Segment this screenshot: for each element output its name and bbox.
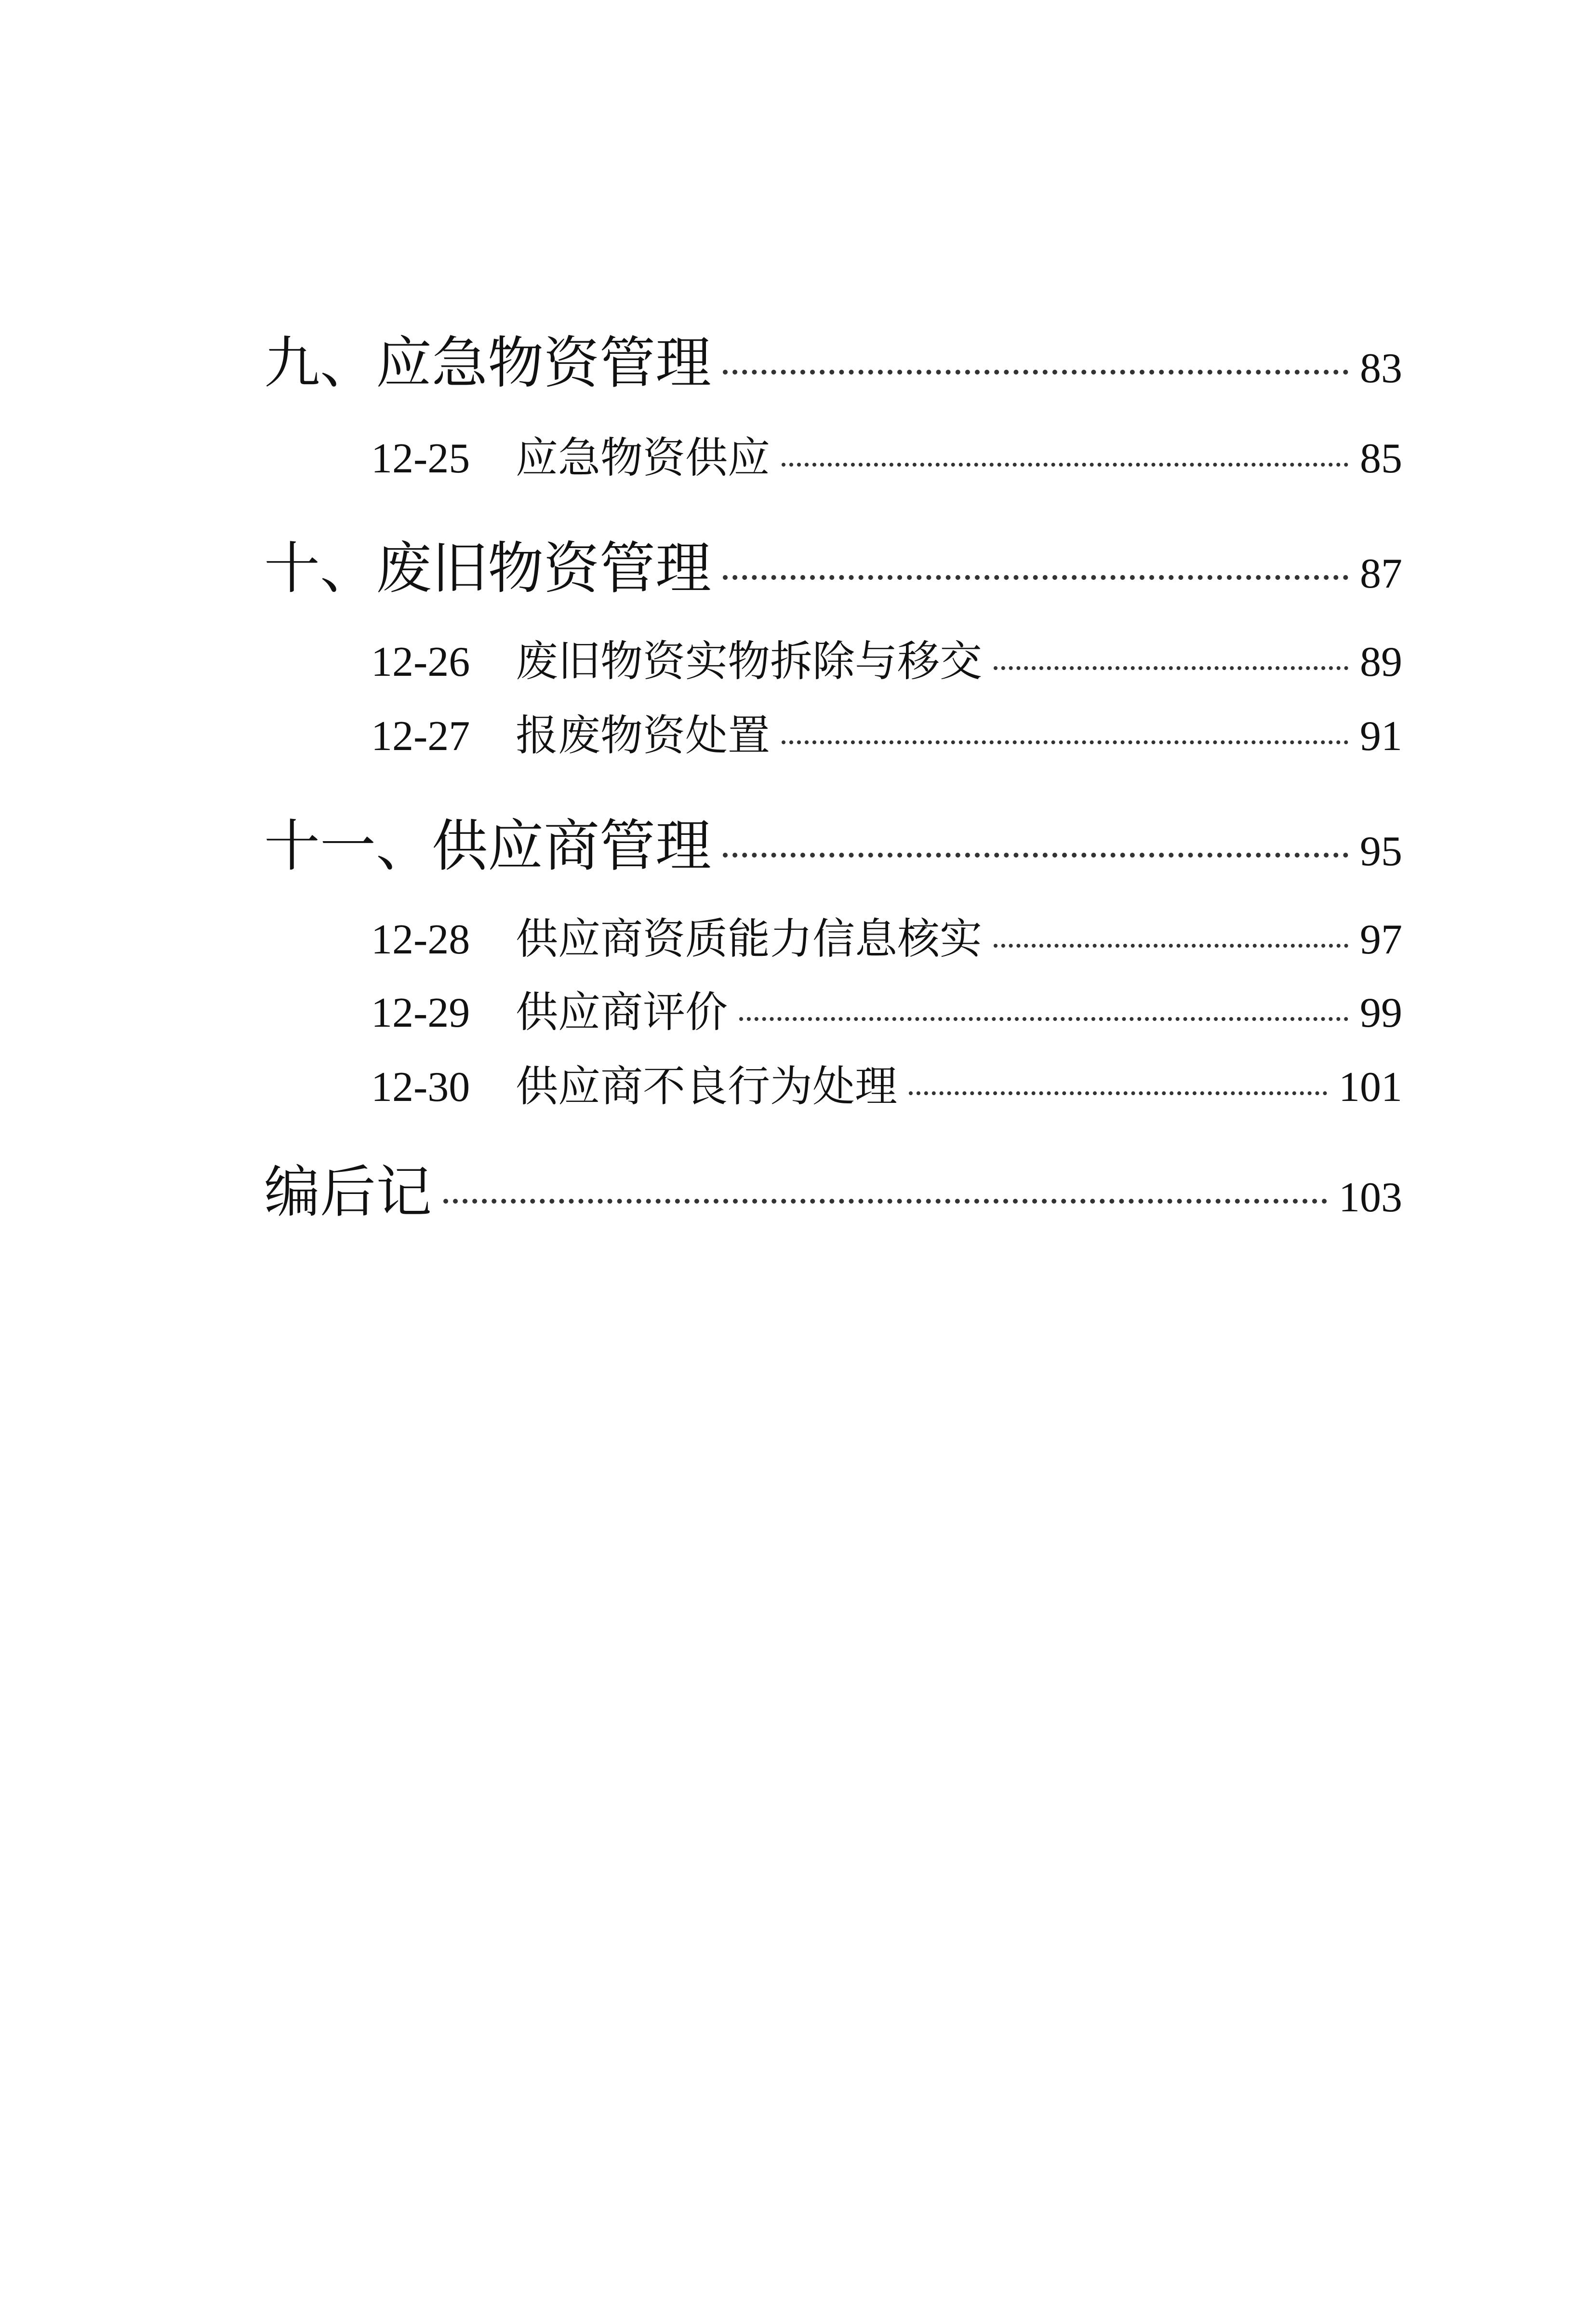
dot-leader <box>739 1017 1348 1021</box>
toc-section-entry[interactable] <box>264 801 1402 882</box>
toc-entry-title: 供应商评价 <box>516 990 728 1036</box>
toc-page-number: 95 <box>1360 828 1402 875</box>
toc-entry-code: 12-25 <box>371 435 470 482</box>
toc-section-title: 编后记 <box>264 1160 432 1225</box>
dot-leader <box>723 853 1348 858</box>
toc-page-number: 99 <box>1360 990 1402 1036</box>
dot-leader <box>994 944 1348 948</box>
toc-entry-title: 供应商不良行为处理 <box>516 1064 898 1111</box>
toc-sub-entry[interactable] <box>264 628 1402 688</box>
toc-section-entry[interactable] <box>264 523 1402 604</box>
toc-section-entry[interactable] <box>264 1147 1402 1228</box>
toc-entry-code: 12-29 <box>371 990 470 1036</box>
toc-entry-title: 废旧物资实物拆除与移交 <box>516 639 983 685</box>
dot-leader <box>994 666 1348 670</box>
toc-sub-entry[interactable] <box>264 702 1402 763</box>
dot-leader <box>909 1091 1327 1095</box>
toc-entry-code: 12-27 <box>371 713 470 760</box>
toc-entry-code: 12-26 <box>371 639 470 685</box>
toc-entry-code: 12-28 <box>371 916 470 963</box>
toc-entry-title: 应急物资供应 <box>516 435 771 482</box>
toc-section-entry[interactable] <box>264 318 1402 399</box>
toc-sub-entry[interactable] <box>264 979 1402 1039</box>
toc-entry-title: 供应商资质能力信息核实 <box>516 916 983 963</box>
dot-leader <box>782 463 1348 467</box>
toc-sub-entry[interactable] <box>264 905 1402 966</box>
toc-section-title: 九、应急物资管理 <box>264 331 711 396</box>
toc-entry-code: 12-30 <box>371 1064 470 1111</box>
dot-leader <box>782 740 1348 744</box>
toc-section-title: 十一、供应商管理 <box>264 814 711 879</box>
toc-page-number: 103 <box>1339 1174 1402 1221</box>
toc-section-title: 十、废旧物资管理 <box>264 536 711 601</box>
toc-sub-entry[interactable] <box>264 424 1402 485</box>
toc-page-number: 85 <box>1360 435 1402 482</box>
dot-leader <box>723 575 1348 580</box>
dot-leader <box>443 1199 1327 1204</box>
toc-page-number: 101 <box>1339 1064 1402 1111</box>
toc-entry-title: 报废物资处置 <box>516 713 771 760</box>
dot-leader <box>723 370 1348 375</box>
toc-page-number: 87 <box>1360 550 1402 597</box>
toc-sub-entry[interactable] <box>264 1053 1402 1113</box>
toc-page-number: 89 <box>1360 639 1402 685</box>
toc-page-number: 91 <box>1360 713 1402 760</box>
toc-page-number: 83 <box>1360 345 1402 392</box>
toc-page-number: 97 <box>1360 916 1402 963</box>
